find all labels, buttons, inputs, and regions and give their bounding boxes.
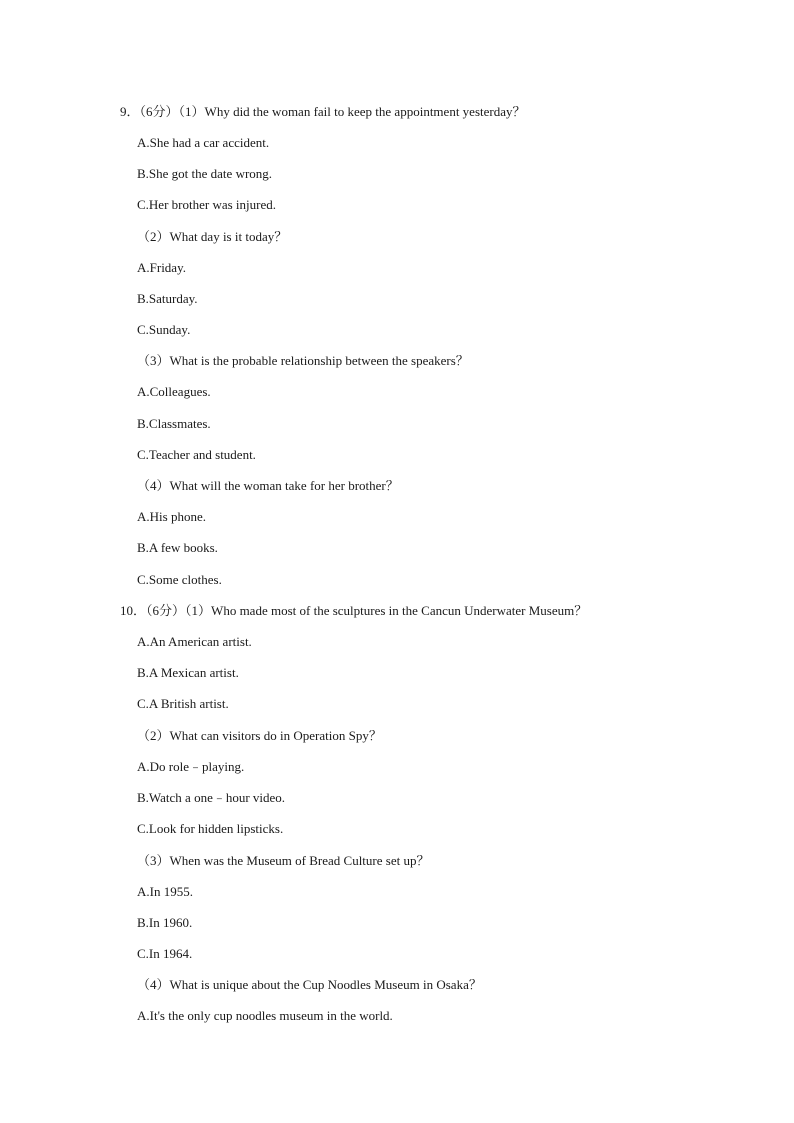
subquestion — [137, 854, 429, 867]
question-number: 10． — [120, 603, 147, 618]
answer-option: A.Friday. — [137, 260, 186, 275]
answer-option: A.Do role﹣playing. — [137, 759, 245, 774]
question-9-header — [120, 105, 525, 118]
subquestion-text: When was the Museum of Bread Culture set up？ — [169, 853, 430, 868]
answer-option: C.Look for hidden lipsticks. — [137, 821, 284, 836]
subquestion-text: What is the probable relationship between the speakers？ — [169, 353, 469, 368]
answer-option: C.Some clothes. — [137, 572, 222, 587]
answer-option: A.Colleagues. — [137, 384, 211, 399]
question-10-header — [120, 604, 587, 617]
subquestion-label: （1） — [178, 104, 205, 119]
answer-option: B.She got the date wrong. — [137, 166, 273, 181]
answer-option: C.Sunday. — [137, 322, 191, 337]
answer-option: C.A British artist. — [137, 696, 229, 711]
answer-option: C.In 1964. — [137, 946, 193, 961]
answer-option: A.His phone. — [137, 509, 206, 524]
subquestion-label: （2） — [137, 229, 170, 244]
answer-option: A.It's the only cup noodles museum in the world. — [137, 1008, 393, 1023]
subquestion-label: （4） — [137, 478, 170, 493]
subquestion-text: Who made most of the sculptures in the Cancun Underwater Museum？ — [211, 603, 588, 618]
subquestion-label: （3） — [137, 853, 170, 868]
answer-option: B.A Mexican artist. — [137, 665, 239, 680]
subquestion-label: （2） — [137, 728, 170, 743]
answer-option: A.In 1955. — [137, 884, 193, 899]
answer-option: B.Saturday. — [137, 291, 198, 306]
answer-option: A.An American artist. — [137, 634, 252, 649]
subquestion — [137, 230, 287, 243]
subquestion — [137, 354, 469, 367]
answer-option: B.Watch a one﹣hour video. — [137, 790, 286, 805]
subquestion — [137, 978, 482, 991]
answer-option: B.In 1960. — [137, 915, 193, 930]
subquestion — [137, 479, 399, 492]
answer-option: B.Classmates. — [137, 416, 211, 431]
subquestion-label: （4） — [137, 977, 170, 992]
answer-option: C.Her brother was injured. — [137, 197, 276, 212]
answer-option: B.A few books. — [137, 540, 218, 555]
subquestion-text: What is unique about the Cup Noodles Museum in Osaka？ — [169, 977, 482, 992]
question-points: （6分） — [139, 104, 179, 119]
question-points: （6分） — [146, 603, 186, 618]
subquestion-text: What can visitors do in Operation Spy？ — [169, 728, 382, 743]
answer-option: A.She had a car accident. — [137, 135, 270, 150]
subquestion-label: （3） — [137, 353, 170, 368]
subquestion-text: What day is it today？ — [169, 229, 288, 244]
subquestion-text: Why did the woman fail to keep the appointment yesterday？ — [204, 104, 526, 119]
subquestion-text: What will the woman take for her brother？ — [169, 478, 399, 493]
subquestion-label: （1） — [185, 603, 212, 618]
subquestion — [137, 729, 382, 742]
answer-option: C.Teacher and student. — [137, 447, 256, 462]
question-number: 9． — [120, 104, 140, 119]
